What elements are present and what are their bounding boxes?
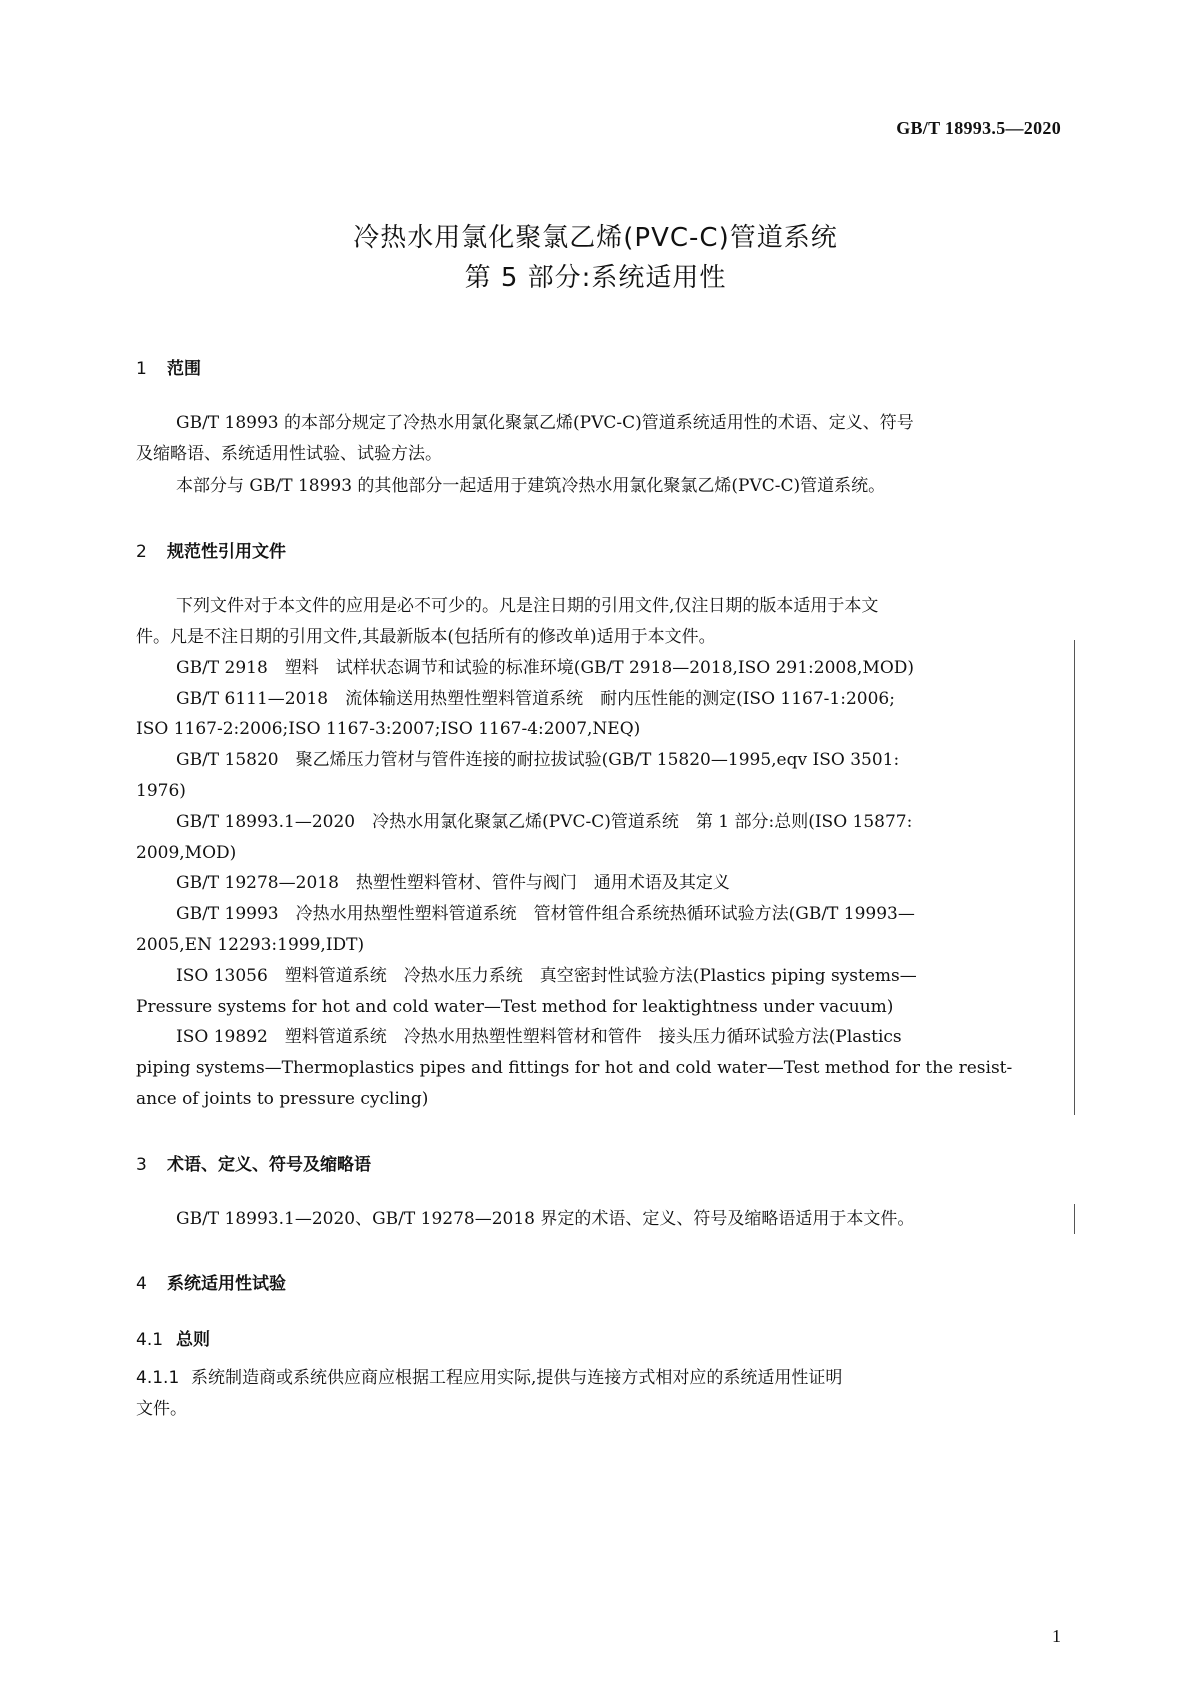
reference-entry-continued: 2005,EN 12293:1999,IDT) xyxy=(136,935,365,955)
clause-4-1-1 xyxy=(136,1367,1060,1389)
change-bar xyxy=(1074,1204,1075,1234)
reference-entry: GB/T 19993 冷热水用热塑性塑料管道系统 管材管件组合系统热循环试验方法(GB/T 19993— xyxy=(176,904,915,924)
reference-entry: ISO 13056 塑料管道系统 冷热水压力系统 真空密封性试验方法(Plastics piping systems— xyxy=(176,966,917,986)
section-number: 2 xyxy=(136,542,147,562)
paragraph-line: 件。凡是不注日期的引用文件,其最新版本(包括所有的修改单)适用于本文件。 xyxy=(136,627,716,647)
reference-entry: GB/T 2918 塑料 试样状态调节和试验的标准环境(GB/T 2918—2018,ISO 291:2008,MOD) xyxy=(176,658,915,678)
section-title: 范围 xyxy=(167,359,201,379)
reference-entry-continued: ance of joints to pressure cycling) xyxy=(136,1089,429,1109)
section-4-1-heading xyxy=(136,1325,210,1350)
reference-entry: GB/T 18993.1—2020 冷热水用氯化聚氯乙烯(PVC-C)管道系统 第 1 部分:总则(ISO 15877: xyxy=(176,812,913,832)
section-3-heading xyxy=(136,1150,371,1175)
reference-entry-continued: piping systems—Thermoplastics pipes and fittings for hot and cold water—Test method for the resist- xyxy=(136,1058,1013,1078)
paragraph-line: GB/T 18993.1—2020、GB/T 19278—2018 界定的术语、定义、符号及缩略语适用于本文件。 xyxy=(176,1209,915,1229)
section-number: 4.1 xyxy=(136,1330,164,1350)
reference-entry-continued: Pressure systems for hot and cold water—Test method for leaktightness under vacuum) xyxy=(136,997,894,1017)
reference-entry-continued: 2009,MOD) xyxy=(136,843,237,863)
paragraph-line: 本部分与 GB/T 18993 的其他部分一起适用于建筑冷热水用氯化聚氯乙烯(PVC-C)管道系统。 xyxy=(176,476,886,496)
reference-entry-continued: ISO 1167-2:2006;ISO 1167-3:2007;ISO 1167-4:2007,NEQ) xyxy=(136,719,641,739)
document-title-line1: 冷热水用氯化聚氯乙烯(PVC-C)管道系统 xyxy=(353,223,838,253)
section-1-heading xyxy=(136,354,201,379)
paragraph-line: 系统制造商或系统供应商应根据工程应用实际,提供与连接方式相对应的系统适用性证明 xyxy=(191,1368,843,1388)
reference-entry: ISO 19892 塑料管道系统 冷热水用热塑性塑料管材和管件 接头压力循环试验方法(Plastics xyxy=(176,1027,902,1047)
section-title: 规范性引用文件 xyxy=(167,542,286,562)
document-title-line2: 第 5 部分:系统适用性 xyxy=(464,263,727,293)
paragraph-line: 及缩略语、系统适用性试验、试验方法。 xyxy=(136,444,442,464)
section-title: 术语、定义、符号及缩略语 xyxy=(167,1155,371,1175)
paragraph-line: 下列文件对于本文件的应用是必不可少的。凡是注日期的引用文件,仅注日期的版本适用于本文 xyxy=(176,596,879,616)
change-bar xyxy=(1074,640,1075,1115)
reference-entry-continued: 1976) xyxy=(136,781,186,801)
section-number: 1 xyxy=(136,359,147,379)
section-title: 总则 xyxy=(176,1330,210,1350)
section-number: 4 xyxy=(136,1274,147,1294)
reference-entry: GB/T 19278—2018 热塑性塑料管材、管件与阀门 通用术语及其定义 xyxy=(176,873,730,893)
section-title: 系统适用性试验 xyxy=(167,1274,286,1294)
page-number: 1 xyxy=(1052,1626,1061,1646)
clause-number: 4.1.1 xyxy=(136,1368,180,1388)
section-number: 3 xyxy=(136,1155,147,1175)
standard-code: GB/T 18993.5—2020 xyxy=(896,118,1061,138)
paragraph-line: 文件。 xyxy=(136,1399,187,1419)
paragraph-line: GB/T 18993 的本部分规定了冷热水用氯化聚氯乙烯(PVC-C)管道系统适用性的术语、定义、符号 xyxy=(176,413,914,433)
reference-entry: GB/T 15820 聚乙烯压力管材与管件连接的耐拉拔试验(GB/T 15820—1995,eqv ISO 3501: xyxy=(176,750,900,770)
reference-entry: GB/T 6111—2018 流体输送用热塑性塑料管道系统 耐内压性能的测定(ISO 1167-1:2006; xyxy=(176,689,895,709)
section-4-heading xyxy=(136,1269,286,1294)
section-2-heading xyxy=(136,537,286,562)
